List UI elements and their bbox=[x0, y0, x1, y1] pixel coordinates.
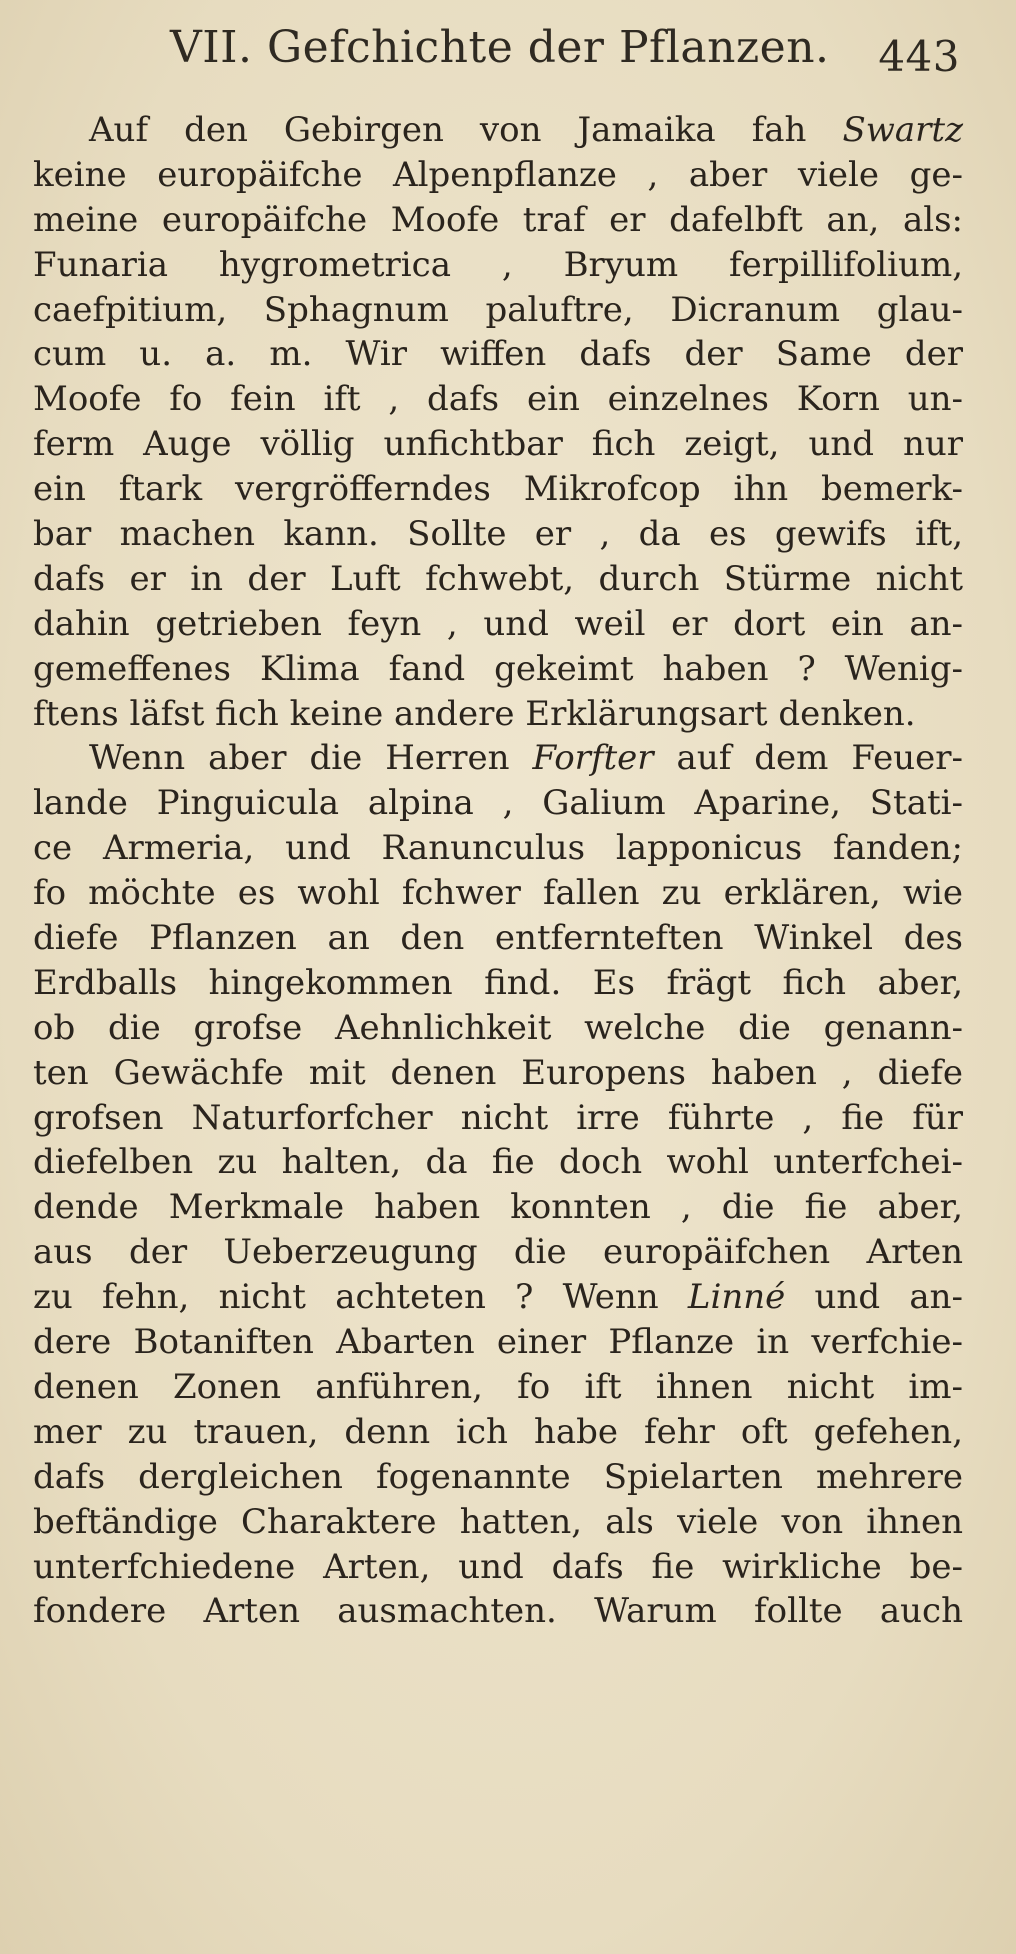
text-line: dende Merkmale haben konnten , die fie aber, bbox=[33, 1187, 963, 1228]
person-name-linne: Linné bbox=[687, 1277, 786, 1318]
text-line: keine europäifche Alpenpflanze , aber viele ge- bbox=[33, 154, 963, 195]
text-line: mer zu trauen, denn ich habe fehr oft gefehen, bbox=[33, 1411, 963, 1452]
text-line: dafs er in der Luft fchwebt, durch Stürme nicht bbox=[33, 558, 963, 599]
page-number: 443 bbox=[878, 32, 960, 81]
text-line: gemeffenes Klima fand gekeimt haben ? Wenig- bbox=[33, 648, 963, 689]
text-line: diefelben zu halten, da fie doch wohl unterfchei- bbox=[33, 1142, 963, 1183]
running-head bbox=[170, 18, 960, 88]
text-line: ein ftark vergröfferndes Mikrofcop ihn bemerk- bbox=[33, 469, 963, 510]
text-line: ce Armeria, und Ranunculus lapponicus fanden; bbox=[33, 828, 963, 869]
text-line: Erdballs hingekommen find. Es frägt fich aber, bbox=[33, 962, 963, 1003]
text-line: fondere Arten ausmachten. Warum follte auch bbox=[33, 1591, 963, 1632]
text-line: grofsen Naturforfcher nicht irre führte , fie für bbox=[33, 1097, 963, 1138]
text-line: aus der Ueberzeugung die europäifchen Arten bbox=[33, 1232, 963, 1273]
text-line: denen Zonen anführen, fo ift ihnen nicht im- bbox=[33, 1366, 963, 1407]
text-line: ob die grofse Aehnlichkeit welche die genann- bbox=[33, 1007, 963, 1048]
text-line: dafs dergleichen fogenannte Spielarten mehrere bbox=[33, 1456, 963, 1497]
text-line: ferm Auge völlig unfichtbar fich zeigt, und nur bbox=[33, 424, 963, 465]
body-text bbox=[33, 108, 963, 1634]
person-name-forster: Forfter bbox=[532, 738, 654, 779]
text-line: dere Botaniften Abarten einer Pflanze in verfchie- bbox=[33, 1322, 963, 1363]
running-head-title: VII. Gefchichte der Pflanzen. bbox=[170, 22, 830, 73]
text-line: ftens läfst fich keine andere Erklärungsart denken. bbox=[33, 693, 916, 734]
text-line: diefe Pflanzen an den entfernteften Winkel des bbox=[33, 918, 963, 959]
person-name-swartz: Swartz bbox=[842, 110, 963, 150]
text-line: Moofe fo fein ift , dafs ein einzelnes Korn un- bbox=[33, 379, 963, 420]
text-line: bar machen kann. Sollte er , da es gewifs ift, bbox=[33, 514, 963, 555]
text-line: Funaria hygrometrica , Bryum ferpillifolium, bbox=[33, 244, 963, 285]
text-line: unterfchiedene Arten, und dafs fie wirkliche be- bbox=[33, 1546, 963, 1587]
text-line: fo möchte es wohl fchwer fallen zu erklären, wie bbox=[33, 873, 963, 914]
text-line: Wenn aber die Herren Forfter auf dem Feuer- bbox=[89, 738, 963, 779]
text-line: beftändige Charaktere hatten, als viele von ihnen bbox=[33, 1501, 963, 1542]
text-line: zu fehn, nicht achteten ? Wenn Linné und an- bbox=[33, 1277, 963, 1318]
text-line: ten Gewächfe mit denen Europens haben , diefe bbox=[33, 1052, 963, 1093]
text-line: dahin getrieben feyn , und weil er dort ein an- bbox=[33, 603, 963, 644]
text-line: meine europäifche Moofe traf er dafelbft an, als: bbox=[33, 199, 963, 240]
text-line: cum u. a. m. Wir wiffen dafs der Same der bbox=[33, 334, 963, 375]
text-line: Auf den Gebirgen von Jamaika fah Swartz bbox=[89, 110, 963, 150]
text-line: lande Pinguicula alpina , Galium Aparine, Stati- bbox=[33, 783, 963, 824]
text-line: caefpitium, Sphagnum paluftre, Dicranum glau- bbox=[33, 289, 963, 330]
